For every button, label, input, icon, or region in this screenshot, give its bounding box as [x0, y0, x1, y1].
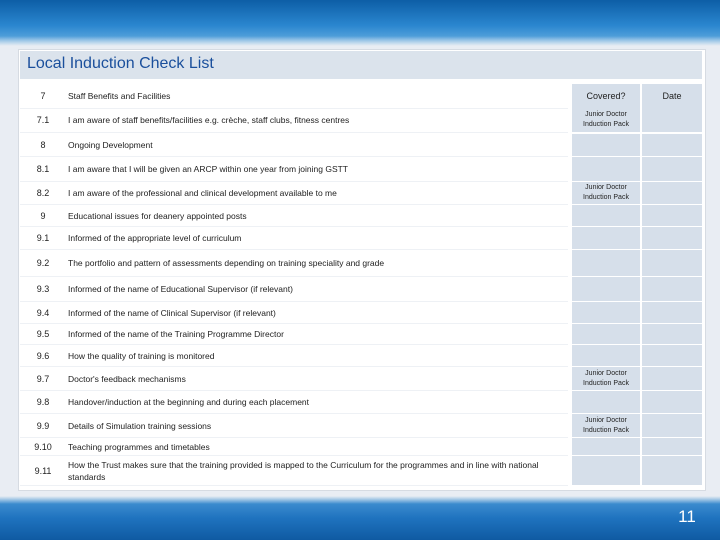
header-band — [0, 0, 720, 46]
row-number: 9.1 — [36, 233, 50, 243]
row-number: 8 — [40, 140, 46, 150]
row-description: How the Trust makes sure that the training provided is mapped to the Curriculum for the programmes and in line with national standards — [68, 459, 539, 482]
covered-value — [572, 277, 640, 301]
row-number: 8.2 — [36, 188, 50, 198]
row-number: 9.11 — [34, 465, 52, 476]
covered-value — [572, 302, 640, 323]
row-number: 9.10 — [34, 441, 52, 452]
covered-value: Junior Doctor Induction Pack — [583, 184, 629, 201]
covered-value — [572, 324, 640, 344]
row-description: I am aware of staff benefits/facilities e.g. crèche, staff clubs, fitness centres — [68, 115, 350, 125]
row-divider — [20, 485, 568, 486]
row-description: Staff Benefits and Facilities — [68, 91, 171, 101]
covered-value — [572, 205, 640, 226]
date-cell — [642, 182, 702, 205]
row-number: 9 — [40, 210, 46, 221]
row-description: Details of Simulation training sessions — [68, 420, 212, 431]
row-description: I am aware of the professional and clinical development available to me — [68, 188, 337, 198]
footer-band — [0, 496, 720, 540]
covered-value: Junior Doctor Induction Pack — [583, 416, 629, 434]
row-description: Teaching programmes and timetables — [68, 441, 210, 452]
page-title: Local Induction Check List — [27, 55, 214, 72]
date-cell — [642, 456, 702, 486]
date-cell — [642, 227, 702, 250]
date-cell — [642, 205, 702, 227]
date-cell — [642, 414, 702, 438]
date-cell — [642, 108, 702, 133]
covered-value: Junior Doctor Induction Pack — [583, 111, 629, 128]
date-cell — [642, 134, 702, 157]
covered-column-header: Covered? — [586, 91, 626, 101]
date-cell — [642, 438, 702, 456]
row-description: Informed of the name of the Training Programme Director — [68, 329, 284, 339]
row-number: 9.9 — [36, 420, 50, 431]
row-number: 7 — [40, 91, 46, 101]
date-cell — [642, 391, 702, 414]
date-cell — [642, 302, 702, 324]
date-cell — [642, 367, 702, 391]
row-description: Handover/induction at the beginning and during each placement — [68, 397, 310, 407]
date-column-header: Date — [662, 91, 682, 101]
covered-value — [572, 250, 640, 276]
row-description: How the quality of training is monitored — [68, 350, 215, 361]
row-number: 9.7 — [36, 373, 50, 384]
date-cell — [642, 250, 702, 277]
row-number: 9.6 — [36, 350, 50, 361]
covered-value — [572, 227, 640, 249]
row-description: Informed of the name of Clinical Supervisor (if relevant) — [68, 307, 276, 318]
row-description: I am aware that I will be given an ARCP within one year from joining GSTT — [68, 164, 348, 174]
row-number: 8.1 — [36, 164, 50, 174]
row-number: 7.1 — [36, 115, 50, 125]
date-cell — [642, 345, 702, 367]
covered-value — [572, 134, 640, 156]
date-cell — [642, 277, 702, 302]
date-cell — [642, 157, 702, 182]
covered-value — [572, 391, 640, 413]
row-description: Doctor's feedback mechanisms — [68, 373, 186, 384]
row-divider — [20, 132, 568, 133]
date-cell — [642, 324, 702, 345]
row-number: 9.2 — [36, 258, 50, 268]
covered-value — [572, 456, 640, 485]
page-number: 11 — [678, 507, 696, 526]
row-description: Educational issues for deanery appointed posts — [68, 210, 247, 221]
row-description: Informed of the name of Educational Supervisor (if relevant) — [68, 284, 293, 294]
covered-value — [572, 157, 640, 181]
covered-value: Junior Doctor Induction Pack — [583, 369, 629, 387]
covered-value — [572, 438, 640, 455]
row-number: 9.4 — [36, 307, 50, 318]
row-description: Informed of the appropriate level of curriculum — [68, 233, 242, 243]
row-number: 9.3 — [36, 284, 50, 294]
covered-value — [572, 345, 640, 366]
row-number: 9.8 — [36, 397, 50, 407]
row-description: The portfolio and pattern of assessments depending on training speciality and grade — [68, 258, 385, 268]
row-number: 9.5 — [36, 329, 50, 339]
row-description: Ongoing Development — [68, 140, 153, 150]
